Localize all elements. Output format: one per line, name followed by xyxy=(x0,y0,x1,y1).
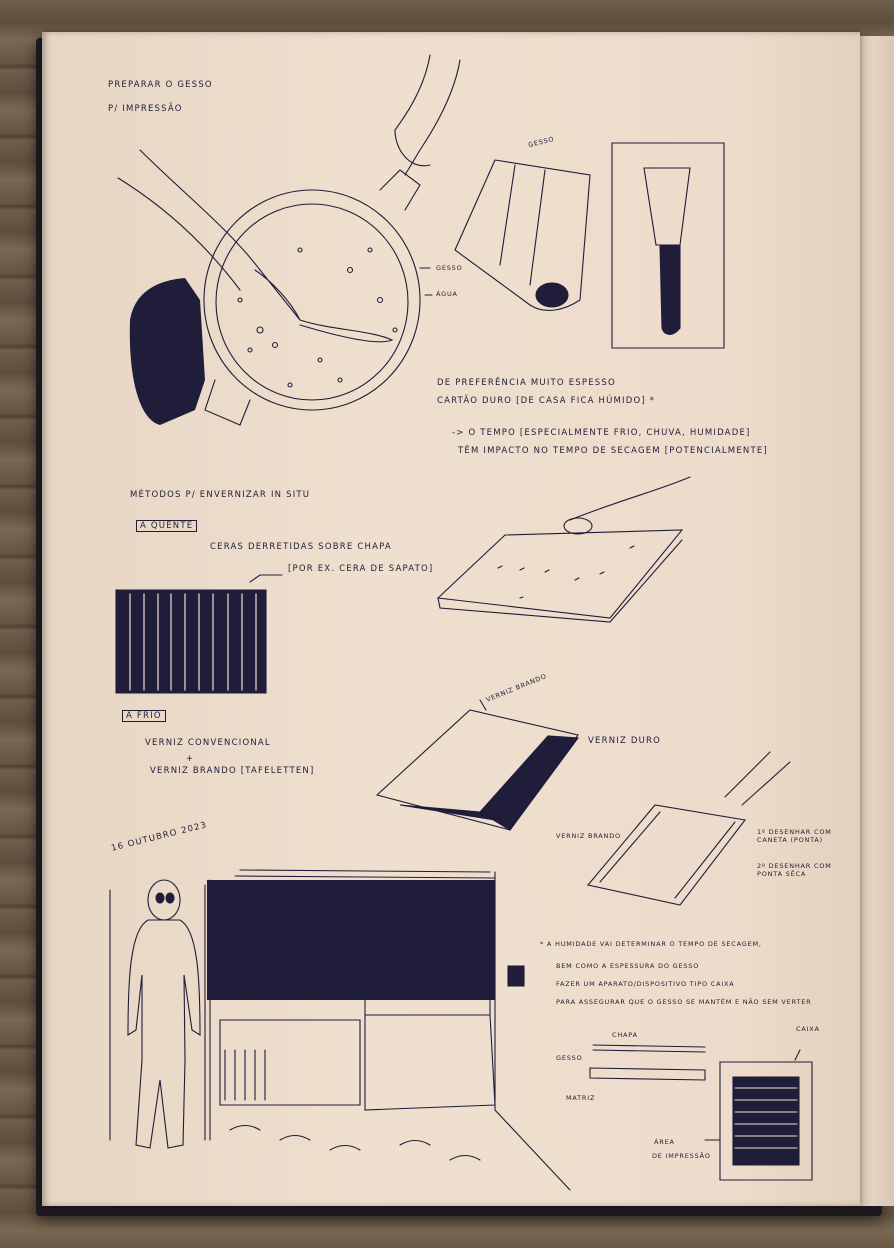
step-2: 2º DESENHAR COM PONTA SÊCA xyxy=(757,862,832,878)
a-frio-label: A FRIO xyxy=(122,710,166,722)
step-1: 1º DESENHAR COM CANETA (PONTA) xyxy=(757,828,832,844)
label-gesso-top: GESSO xyxy=(527,134,556,150)
note-line-4: TÊM IMPACTO NO TEMPO DE SECAGEM [POTENCIALMENTE] xyxy=(458,446,768,456)
plus-sign: + xyxy=(186,754,195,764)
por-ex-note: [POR EX. CERA DE SAPATO] xyxy=(288,564,434,574)
heading-line-1: PREPARAR O GESSO xyxy=(108,80,213,90)
a-quente-label: A QUENTE xyxy=(136,520,197,532)
hot-wax-block xyxy=(116,590,266,693)
label-gesso: GESSO xyxy=(436,264,463,272)
area-label-2: DE IMPRESSÃO xyxy=(652,1152,711,1160)
note-line-2: CARTÃO DURO [DE CASA FICA HÚMIDO] * xyxy=(437,396,656,406)
ceras-note: CERAS DERRETIDAS SOBRE CHAPA xyxy=(210,542,392,552)
date-note: 16 OUTUBRO 2023 xyxy=(110,820,209,854)
dark-scene-drawing xyxy=(207,870,570,1190)
matriz-label: MATRIZ xyxy=(566,1094,596,1102)
chapa-label: CHAPA xyxy=(612,1031,638,1039)
verniz-convencional: VERNIZ CONVENCIONAL xyxy=(145,738,271,748)
verniz-brando-small: VERNIZ BRANDO xyxy=(556,832,621,840)
verniz-duro-label: VERNIZ DURO xyxy=(588,736,662,746)
varnish-plate-drawing xyxy=(377,700,578,830)
caixa-label: CAIXA xyxy=(796,1025,820,1033)
label-agua: ÁGUA xyxy=(436,290,458,298)
humidity-line-4: PARA ASSEGURAR QUE O GESSO SE MANTÉM E NÃO SEM VERTER xyxy=(556,998,812,1006)
wax-plate-drawing xyxy=(438,477,690,622)
methods-heading: MÉTODOS P/ ENVERNIZAR IN SITU xyxy=(130,490,311,500)
pot-shadow xyxy=(130,278,205,425)
note-line-3: -> O TEMPO [ESPECIALMENTE FRIO, CHUVA, HUMIDADE] xyxy=(452,428,751,438)
humidity-line-2: BEM COMO A ESPESSURA DO GESSO xyxy=(556,962,700,970)
verniz-brando-tafeletten: VERNIZ BRANDO [TAFELETTEN] xyxy=(150,766,315,776)
gesso-diagram-label: GESSO xyxy=(556,1054,583,1062)
heading-line-2: P/ IMPRESSÃO xyxy=(108,104,183,114)
humidity-line-1: * A HUMIDADE VAI DETERMINAR O TEMPO DE SECAGEM, xyxy=(540,940,762,948)
figure-drawing xyxy=(110,880,205,1148)
humidity-line-3: FAZER UM APARATO/DISPOSITIVO TIPO CAIXA xyxy=(556,980,735,988)
plaster-cube-small xyxy=(508,966,524,986)
verniz-brando-label: VERNIZ BRANDO xyxy=(484,672,549,704)
spatula-drawing xyxy=(612,143,724,348)
plaster-bag-drawing xyxy=(455,160,590,310)
note-line-1: DE PREFERÊNCIA MUITO ESPESSO xyxy=(437,378,616,388)
area-label-1: ÁREA xyxy=(654,1138,675,1146)
